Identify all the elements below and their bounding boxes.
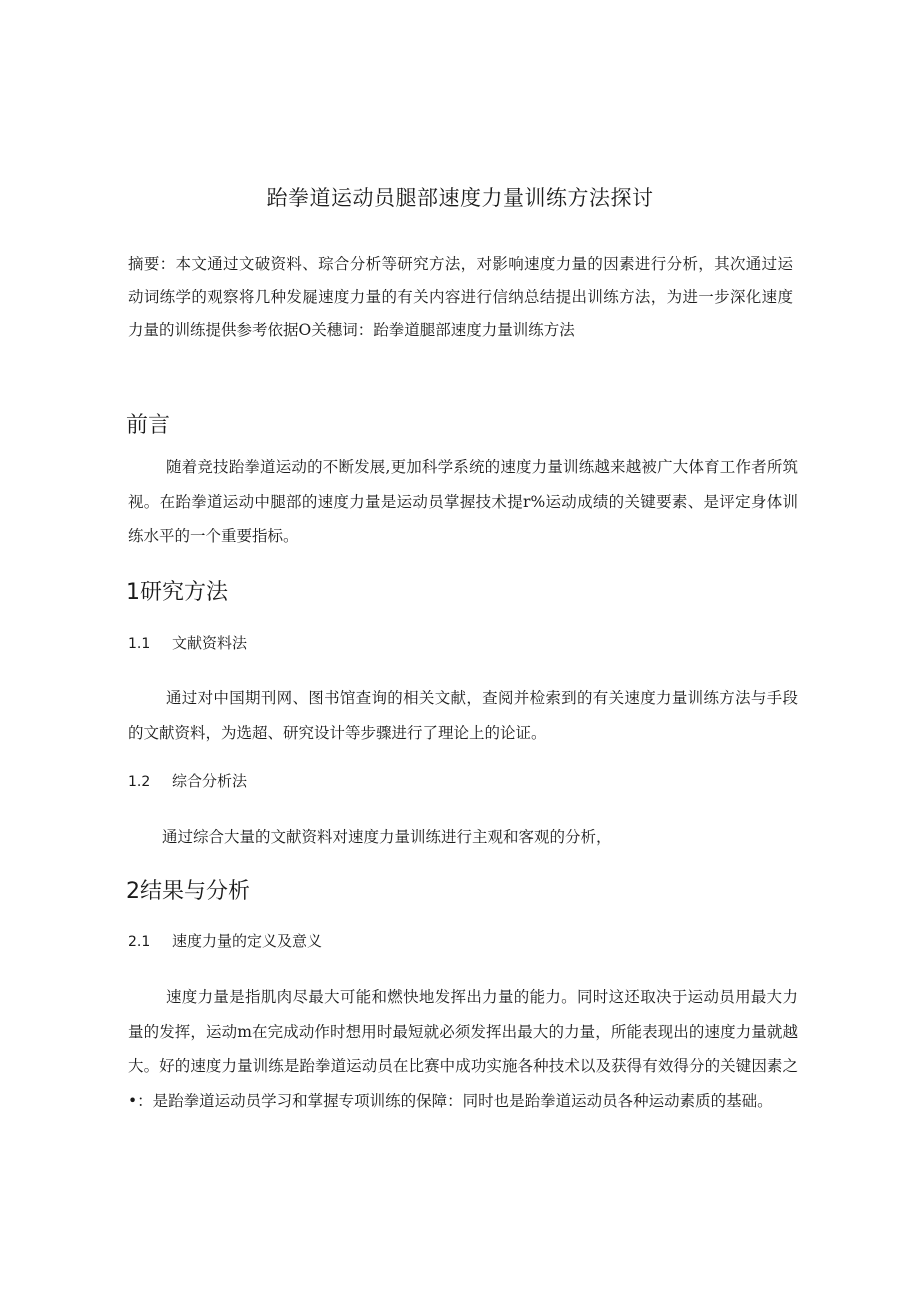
subsection-1-2-text: 通过综合大量的文献资料对速度力量训练进行主观和客观的分析， [162, 828, 612, 846]
preface-text: 随着竞技跆拳道运动的不断发展,更加科学系统的速度力量训练越来越被广大体育工作者所筑视。在跆拳道运动中腿部的速度力量是运动员掌握技术提r%运动成绩的关键要素、是评定身体训练水平的一个重要指标。 [128, 458, 798, 545]
subsection-number: 2.1 [128, 934, 151, 950]
subsection-number: 1.2 [128, 774, 151, 790]
subsection-title: 文献资料法 [172, 634, 248, 652]
subsection-1-2-heading [128, 770, 247, 791]
subsection-title: 速度力量的定义及意义 [172, 932, 323, 950]
section-2-heading: 2结果与分析 [126, 879, 250, 904]
preface-heading: 前言 [126, 413, 171, 438]
abstract-paragraph: 摘要：本文通过文破资料、琮合分析等研究方法，对影响速度力量的因素进行分析，其次通过运动词练学的观察将几种发屣速度力量的有关内容进行信纳总结提出训练方法，为进一步深化速度力量的训练提供参考依据O关穗词：跆拳道腿部速度力量训练方法 [128, 255, 793, 339]
subsection-number: 1.1 [128, 636, 151, 652]
subsection-1-2-paragraph [128, 820, 798, 855]
document-title: 跆拳道运动员腿部速度力量训练方法探讨 [266, 186, 654, 210]
subsection-1-1-text: 通过对中国期刊网、图书馆查询的相关文献，查阅并检索到的有关速度力量训练方法与手段的文献资料，为选超、研究设计等步骤进行了理论上的论证。 [128, 689, 798, 742]
subsection-2-1-text: 速度力量是指肌肉尽最大可能和燃快地发挥出力量的能力。同时这还取决于运动员用最大力量的发挥，运动m在完成动作时想用时最短就必须发挥出最大的力量，所能表现出的速度力量就越大。好的速度力量训练是跆拳道运动员在比赛中成功实施各种技术以及获得有效得分的关键因素之•：是跆拳道运动员学习和掌握专项训练的保障：同时也是跆拳道运动员各种运动素质的基础。 [128, 988, 798, 1110]
subsection-1-1-heading [128, 632, 247, 653]
preface-paragraph [128, 450, 798, 554]
subsection-2-1-paragraph [128, 980, 798, 1118]
section-1-heading: 1研究方法 [126, 580, 228, 605]
subsection-title: 综合分析法 [172, 772, 248, 790]
subsection-1-1-paragraph [128, 681, 798, 750]
subsection-2-1-heading [128, 930, 322, 951]
